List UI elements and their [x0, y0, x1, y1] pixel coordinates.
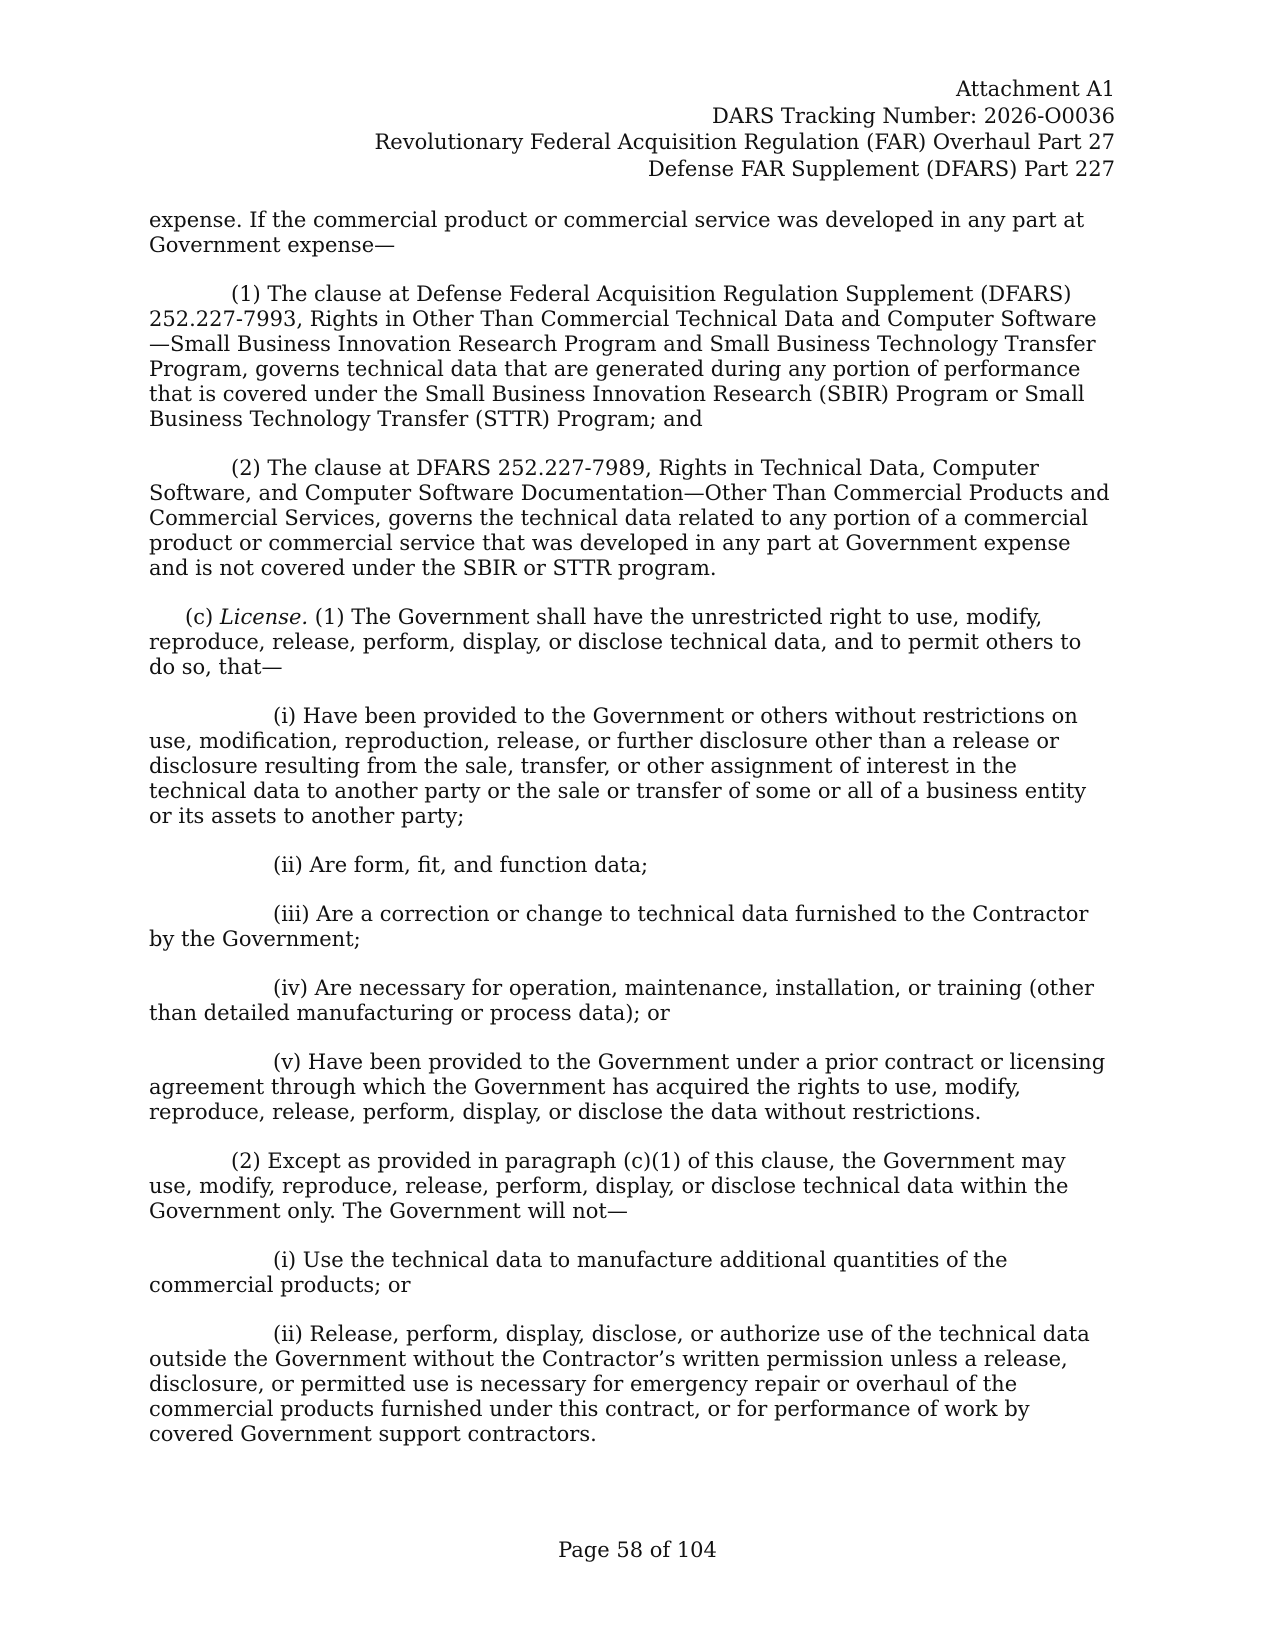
paragraph-c1-iv: (iv) Are necessary for operation, maintenance, installation, or training (other than detailed manufacturing or process data); or [149, 976, 1095, 1025]
paragraph-b2: (2) The clause at DFARS 252.227-7989, Rights in Technical Data, Computer Software, and Computer Software Documentation—Other Than Commercial Products and Commercial Services, governs the technical data related to any portion of a commercial product or commercial service that was developed in any part at Government expense and is not covered under the SBIR or STTR program. [149, 456, 1110, 580]
tracking-number: DARS Tracking Number: 2026-O0036 [712, 103, 1115, 128]
attachment-label: Attachment A1 [956, 77, 1115, 101]
paragraph-c1-i: (i) Have been provided to the Government or others without restrictions on use, modification, reproduction, release, or further disclosure other than a release or disclosure resulting from the sale, transfer, or other assignment of interest in the technical data to another party or the sale or transfer of some or all of a business entity or its assets to another party; [149, 704, 1087, 828]
page-footer [0, 1538, 1275, 1562]
license-heading: License. [219, 605, 309, 629]
far-part-title: Revolutionary Federal Acquisition Regulation (FAR) Overhaul Part 27 [374, 130, 1115, 154]
intro-paragraph: expense. If the commercial product or commercial service was developed in any part at Government expense— [149, 208, 1085, 257]
page-number: Page 58 of 104 [558, 1538, 717, 1562]
page-header [375, 76, 1116, 182]
paragraph-c2: (2) Except as provided in paragraph (c)(1) of this clause, the Government may use, modify, reproduce, release, perform, display, or disclose technical data within the Government only. The Government will not— [149, 1149, 1069, 1223]
paragraph-c1-v: (v) Have been provided to the Government under a prior contract or licensing agreement through which the Government has acquired the rights to use, modify, reproduce, release, perform, display, or disclose the data without restrictions. [149, 1050, 1106, 1124]
paragraph-c1-ii: (ii) Are form, fit, and function data; [273, 853, 649, 877]
paragraph-c-text: (1) The Government shall have the unrestricted right to use, modify, reproduce, release, perform, display, or disclose technical data, and to permit others to do so, that— [149, 605, 1082, 679]
dfars-part-title: Defense FAR Supplement (DFARS) Part 227 [647, 156, 1115, 181]
paragraph-c-prefix: (c) [185, 605, 220, 629]
paragraph-c2-ii: (ii) Release, perform, display, disclose, or authorize use of the technical data outside the Government without the Contractor’s written permission unless a release, disclosure, or permitted use is necessary for emergency repair or overhaul of the commercial products furnished under this contract, or for performance of work by covered Government support contractors. [149, 1322, 1090, 1446]
paragraph-c1-iii: (iii) Are a correction or change to technical data furnished to the Contractor by the Government; [149, 902, 1089, 951]
paragraph-b1: (1) The clause at Defense Federal Acquisition Regulation Supplement (DFARS) 252.227-7993, Rights in Other Than Commercial Technical Data and Computer Software—Small Business Innovation Research Program and Small Business Technology Transfer Program, governs technical data that are generated during any portion of performance that is covered under the Small Business Innovation Research (SBIR) Program or Small Business Technology Transfer (STTR) Program; and [149, 282, 1097, 431]
document-body [149, 208, 1114, 1471]
paragraph-c-license [149, 605, 1114, 680]
paragraph-c2-i: (i) Use the technical data to manufacture additional quantities of the commercial products; or [149, 1248, 1008, 1297]
